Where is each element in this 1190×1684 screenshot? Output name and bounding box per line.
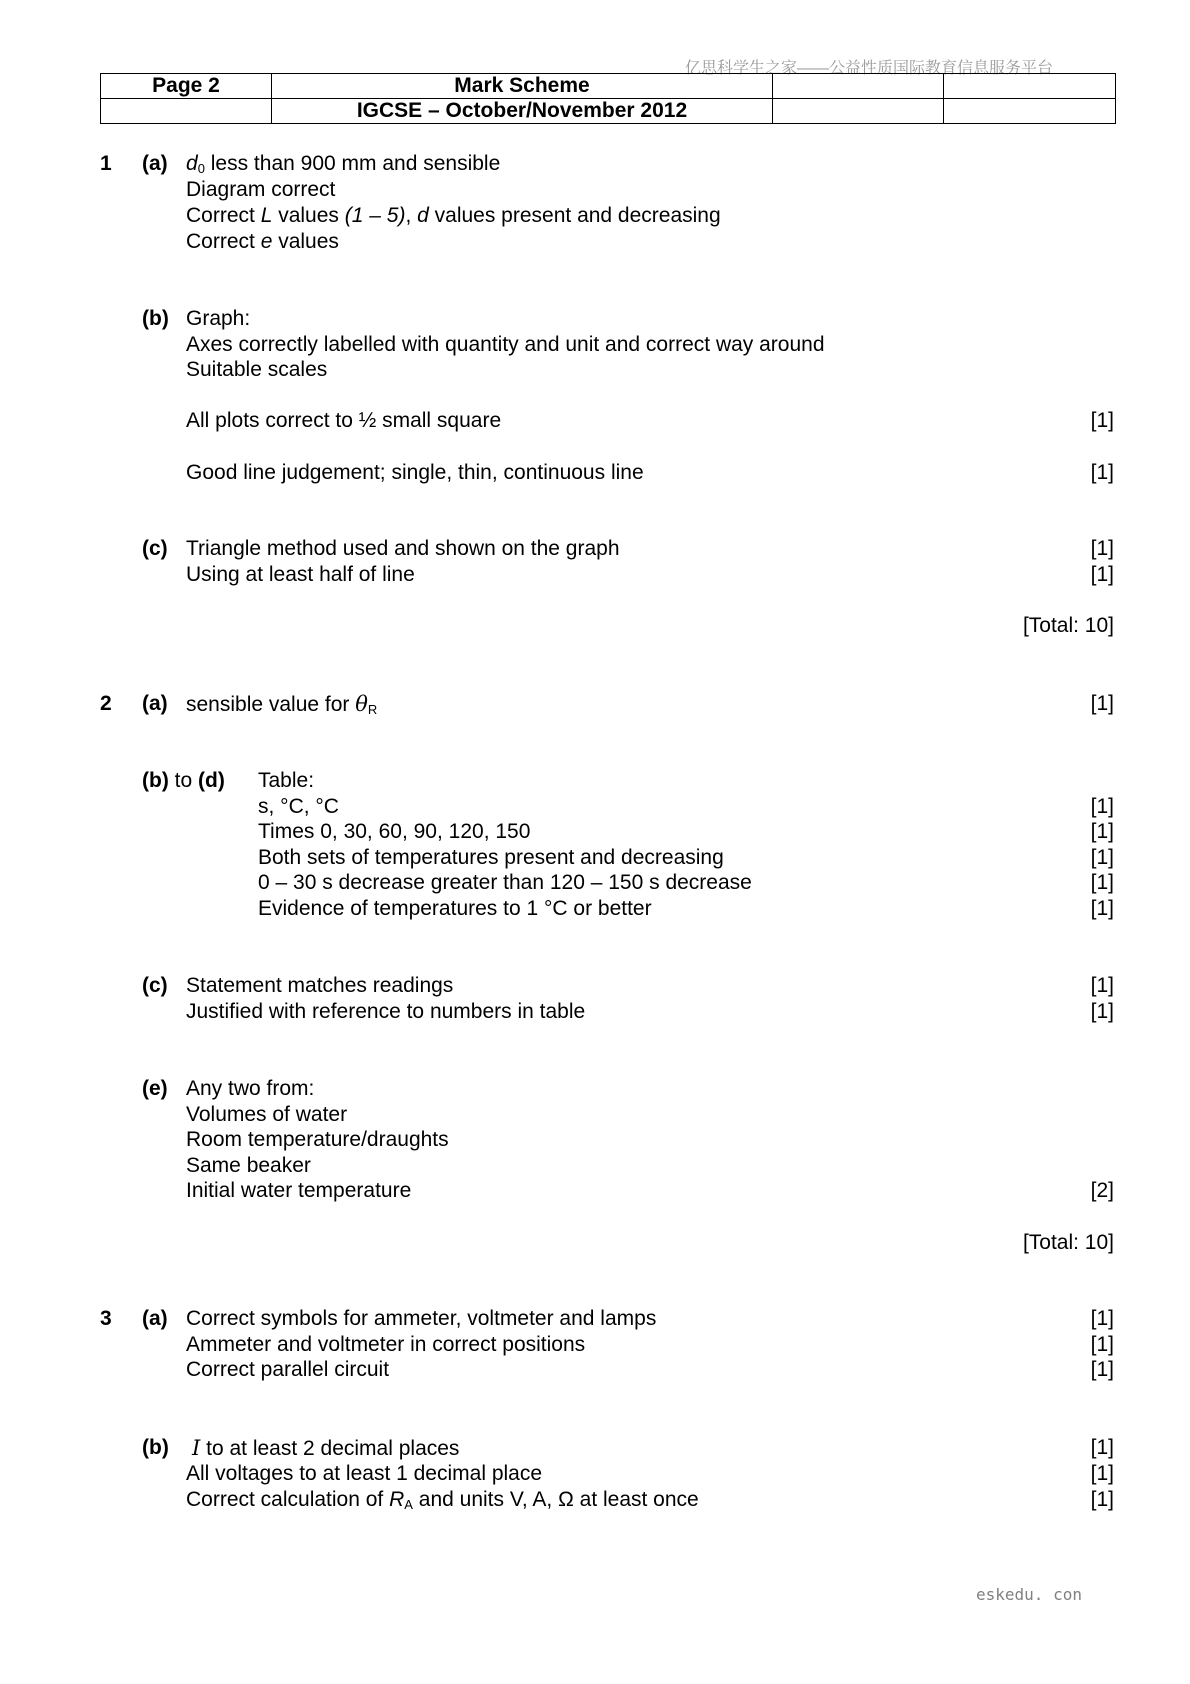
answer-line: All voltages to at least 1 decimal place: [186, 1462, 543, 1485]
mark-value: [1]: [1090, 846, 1114, 869]
answer-text: and units V, A, Ω at least once: [412, 1488, 699, 1511]
answer-line: [186, 1435, 459, 1462]
answer-line: Times 0, 30, 60, 90, 120, 150: [258, 820, 531, 843]
answer-line: Same beaker: [186, 1154, 311, 1177]
answer-line: Axes correctly labelled with quantity and unit and correct way around: [186, 333, 825, 356]
answer-line: 0 – 30 s decrease greater than 120 – 150 s decrease: [258, 871, 752, 894]
answer-text: values: [272, 204, 345, 227]
variable-R: R: [389, 1488, 405, 1511]
variable-e: e: [260, 230, 273, 253]
answer-line: Both sets of temperatures present and decreasing: [258, 846, 724, 869]
answer-line: [186, 229, 339, 255]
mark-value: [1]: [1090, 871, 1114, 894]
answer-line: [186, 151, 500, 177]
part-label: (e): [142, 1077, 168, 1100]
document-title: Mark Scheme: [272, 74, 773, 99]
mark-value: [1]: [1090, 1488, 1114, 1511]
answer-line: Using at least half of line: [186, 563, 415, 586]
mark-value: [1]: [1090, 795, 1114, 818]
mark-value: [2]: [1090, 1179, 1114, 1202]
answer-line: Any two from:: [186, 1077, 315, 1100]
part-label: (c): [142, 537, 168, 560]
part-label: [142, 768, 225, 794]
answer-line: Graph:: [186, 307, 251, 330]
answer-line: Ammeter and voltmeter in correct positions: [186, 1333, 586, 1356]
header-cell-empty-3: [101, 99, 272, 124]
mark-value: [1]: [1090, 1000, 1114, 1023]
part-label: (a): [142, 692, 168, 715]
part-label: (b): [142, 1436, 169, 1459]
question-number: 1: [100, 152, 112, 175]
answer-line: All plots correct to ½ small square: [186, 409, 502, 432]
mark-value: [1]: [1090, 974, 1114, 997]
answer-line: [186, 691, 377, 718]
answer-text: Correct: [186, 204, 261, 227]
mark-value: [1]: [1090, 1333, 1114, 1356]
mark-value: [1]: [1090, 1358, 1114, 1381]
answer-line: Diagram correct: [186, 178, 336, 201]
page-number: Page 2: [101, 74, 272, 99]
mark-value: [1]: [1090, 1462, 1114, 1485]
mark-value: [1]: [1090, 461, 1114, 484]
mark-value: [1]: [1090, 537, 1114, 560]
answer-line: Initial water temperature: [186, 1179, 412, 1202]
part-label-d: (d): [198, 769, 225, 792]
answer-text: Correct: [186, 230, 261, 253]
mark-value: [1]: [1090, 692, 1114, 715]
answer-text: ,: [405, 204, 418, 227]
header-table: [100, 73, 1116, 124]
answer-text: to at least 2 decimal places: [200, 1437, 460, 1460]
footer-site-text: eskedu. con: [976, 1585, 1082, 1604]
mark-value: [1]: [1090, 563, 1114, 586]
part-label: (b): [142, 307, 169, 330]
answer-line: Table:: [258, 769, 315, 792]
variable-I: I: [192, 1436, 201, 1460]
part-label: (a): [142, 1307, 168, 1330]
range-text: (1 – 5): [344, 204, 406, 227]
answer-line: Room temperature/draughts: [186, 1128, 449, 1151]
mark-value: [1]: [1090, 897, 1114, 920]
question-number: 2: [100, 692, 112, 715]
header-cell-empty-4: [773, 99, 944, 124]
answer-line: Evidence of temperatures to 1 °C or better: [258, 897, 652, 920]
part-label-b: (b): [142, 769, 169, 792]
answer-line: s, °C, °C: [258, 795, 339, 818]
answer-line: [186, 203, 721, 229]
answer-text: sensible value for: [186, 693, 356, 716]
answer-text: Correct calculation of: [186, 1488, 390, 1511]
answer-line: Correct symbols for ammeter, voltmeter and lamps: [186, 1307, 657, 1330]
answer-line: [186, 1487, 699, 1513]
theta-symbol: θ: [355, 692, 368, 716]
subscript: 0: [197, 161, 205, 176]
question-total: [Total: 10]: [1022, 614, 1114, 637]
answer-line: Volumes of water: [186, 1103, 348, 1126]
part-label-to: to: [168, 769, 199, 792]
mark-value: [1]: [1090, 1436, 1114, 1459]
answer-line: Triangle method used and shown on the graph: [186, 537, 620, 560]
question-number: 3: [100, 1307, 112, 1330]
variable-L: L: [260, 204, 273, 227]
answer-text: less than 900 mm and sensible: [204, 152, 501, 175]
variable-d: d: [186, 152, 198, 175]
mark-value: [1]: [1090, 820, 1114, 843]
mark-value: [1]: [1090, 409, 1114, 432]
variable-d: d: [417, 204, 429, 227]
header-cell-empty-2: [944, 74, 1116, 99]
header-cell-empty-1: [773, 74, 944, 99]
header-row-2: [101, 99, 1116, 124]
answer-line: Statement matches readings: [186, 974, 454, 997]
answer-line: Suitable scales: [186, 358, 328, 381]
answer-line: Good line judgement; single, thin, continuous line: [186, 461, 644, 484]
part-label: (c): [142, 974, 168, 997]
header-row-1: [101, 74, 1116, 99]
header-cell-empty-5: [944, 99, 1116, 124]
answer-line: Justified with reference to numbers in table: [186, 1000, 586, 1023]
answer-line: Correct parallel circuit: [186, 1358, 390, 1381]
question-total: [Total: 10]: [1022, 1231, 1114, 1254]
subscript: R: [367, 702, 378, 717]
part-label: (a): [142, 152, 168, 175]
mark-value: [1]: [1090, 1307, 1114, 1330]
answer-text: values present and decreasing: [428, 204, 721, 227]
syllabus-title: IGCSE – October/November 2012: [272, 99, 773, 124]
answer-text: values: [272, 230, 339, 253]
subscript: A: [404, 1497, 413, 1512]
watermark-text: 亿思科学生之家——公益性质国际教育信息服务平台: [685, 60, 1054, 77]
